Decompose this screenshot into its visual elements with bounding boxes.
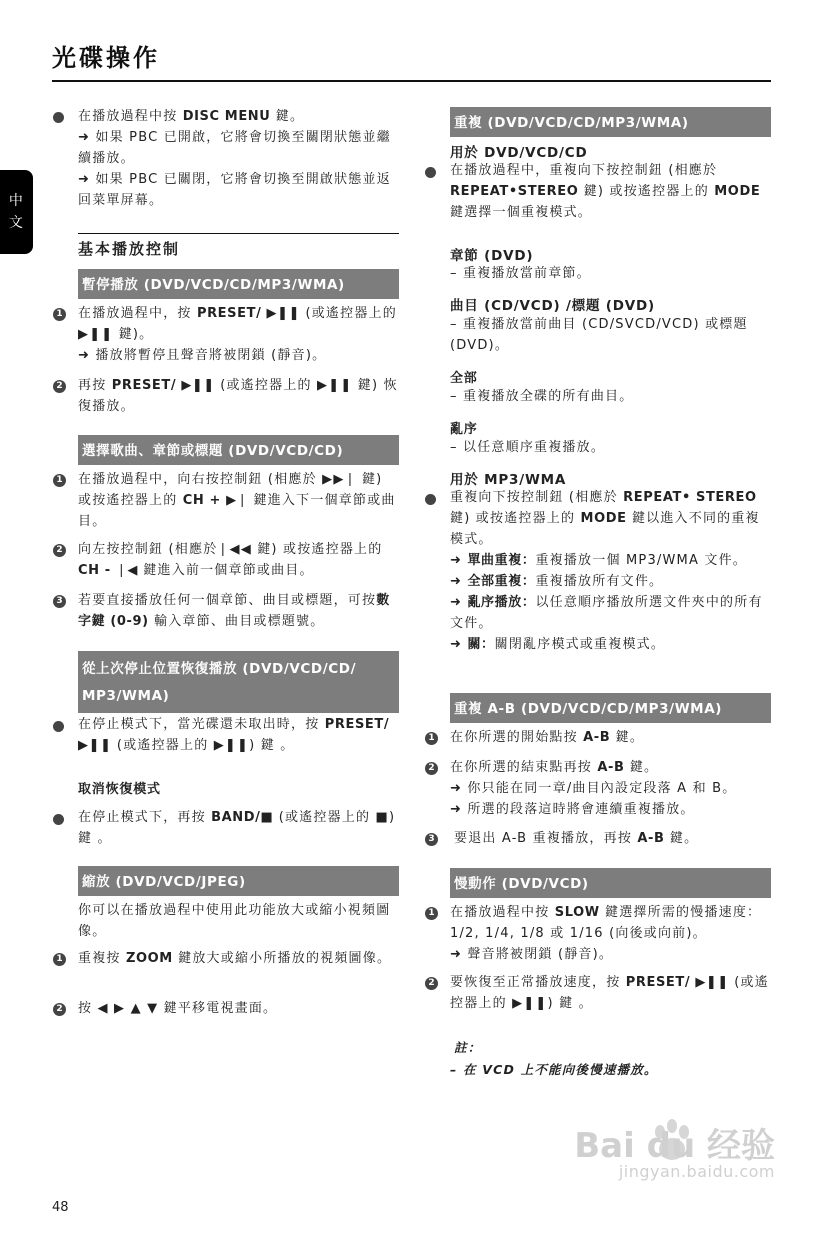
step-3-icon: 3 [425, 833, 438, 846]
step-3-icon: 3 [53, 595, 66, 608]
mode-off: ➜ 關：關閉亂序模式或重複模式。 [450, 637, 666, 652]
step-2-icon: 2 [425, 977, 438, 990]
cancel-resume-instruction: 在停止模式下，再按 BAND/■ (或遙控器上的 ■) 鍵 。 [78, 810, 396, 846]
select-step-1: 在播放過程中，向右按控制鈕 (相應於 ▶▶❘ 鍵) 或按遙控器上的 CH + ▶❘ 鍵進入下一個章節或曲目。 [78, 472, 396, 529]
ab-step-3: 要退出 A-B 重複播放，再按 A-B 鍵。 [454, 831, 699, 846]
side-tab-char-2: 文 [8, 215, 25, 231]
mode-single: ➜ 單曲重複：重複播放一個 MP3/WMA 文件。 [450, 553, 747, 568]
slow-step-1: 在播放過程中按 SLOW 鍵選擇所需的慢播速度：1/2, 1/4, 1/8 或 1/16 (向後或向前)。 ➜ 聲音將被閉鎖 (靜音)。 [450, 905, 762, 962]
disc-menu-instruction: 在播放過程中按 DISC MENU 鍵。 ➜ 如果 PBC 已開啟，它將會切換至關閉狀態並繼續播放。 ➜ 如果 PBC 已關閉，它將會切換至開啟狀態並返回菜單屏幕。 [78, 109, 391, 208]
select-section-bar: 選擇歌曲、章節或標題 (DVD/VCD/CD) [78, 435, 399, 465]
step-2-icon: 2 [53, 380, 66, 393]
section-heading-basic-playback: 基本播放控制 [78, 240, 181, 258]
bullet-icon [425, 167, 436, 178]
repeat-dvd-heading: 用於 DVD/VCD/CD [450, 145, 588, 161]
step-2-icon: 2 [425, 762, 438, 775]
ab-step-2: 在你所選的結束點再按 A-B 鍵。 ➜ 你只能在同一章/曲目內設定段落 A 和 B。 ➜ 所選的段落這時將會連續重複播放。 [450, 760, 737, 817]
pbc-on-note: ➜ 如果 PBC 已開啟，它將會切換至關閉狀態並繼續播放。 [78, 130, 391, 166]
bullet-icon [53, 814, 64, 825]
all-heading: 全部 [450, 371, 478, 386]
step-1-icon: 1 [425, 732, 438, 745]
step-2-icon: 2 [53, 544, 66, 557]
note-text: – 在 VCD 上不能向後慢速播放。 [450, 1062, 658, 1077]
zoom-step-1: 重複按 ZOOM 鍵放大或縮小所播放的視頻圖像。 [78, 951, 392, 966]
page-title: 光碟操作 [52, 44, 160, 72]
select-step-3: 若要直接播放任何一個章節、曲目或標題，可按數字鍵 (0-9) 輸入章節、曲目或標題號。 [78, 593, 390, 629]
slow-section-bar: 慢動作 (DVD/VCD) [450, 868, 771, 898]
resume-instruction: 在停止模式下，當光碟還未取出時，按 PRESET/ ▶❚❚ (或遙控器上的 ▶❚❚) 鍵 。 [78, 717, 390, 753]
bullet-icon [425, 494, 436, 505]
step-2-icon: 2 [53, 1003, 66, 1016]
all-desc: – 重複播放全碟的所有曲目。 [450, 389, 634, 404]
bullet-icon [53, 721, 64, 732]
shuffle-heading: 亂序 [450, 422, 478, 437]
zoom-intro: 你可以在播放過程中使用此功能放大或縮小視頻圖像。 [78, 903, 391, 939]
page-number: 48 [52, 1200, 69, 1215]
repeat-dvd-instruction: 在播放過程中，重複向下按控制鈕 (相應於 REPEAT•STEREO 鍵) 或按遙控器上的 MODE 鍵選擇一個重複模式。 [450, 163, 761, 220]
ab-section-bar: 重複 A-B (DVD/VCD/CD/MP3/WMA) [450, 693, 771, 723]
note-heading: 註： [454, 1040, 482, 1055]
step-1-icon: 1 [53, 953, 66, 966]
title-rule [52, 80, 771, 82]
language-side-tab [0, 170, 33, 254]
side-tab-char-1: 中 [8, 193, 25, 209]
watermark-url: jingyan.baidu.com [618, 1162, 775, 1181]
repeat-mp3-heading: 用於 MP3/WMA [450, 472, 567, 488]
zoom-step-2: 按 ◀ ▶ ▲ ▼ 鍵平移電視畫面。 [78, 1001, 278, 1016]
mode-all: ➜ 全部重複：重複播放所有文件。 [450, 574, 664, 589]
section-rule [78, 233, 399, 234]
zoom-section-bar: 縮放 (DVD/VCD/JPEG) [78, 866, 399, 896]
ab-step-1: 在你所選的開始點按 A-B 鍵。 [450, 730, 645, 745]
repeat-section-bar: 重複 (DVD/VCD/CD/MP3/WMA) [450, 107, 771, 137]
select-step-2: 向左按控制鈕 (相應於❘◀◀ 鍵) 或按遙控器上的 CH - ❘◀ 鍵進入前一個章節或曲目。 [78, 542, 383, 578]
pbc-off-note: ➜ 如果 PBC 已關閉，它將會切換至開啟狀態並返回菜單屏幕。 [78, 172, 391, 208]
shuffle-desc: – 以任意順序重複播放。 [450, 440, 606, 455]
chapter-heading: 章節 (DVD) [450, 248, 534, 264]
step-1-icon: 1 [53, 308, 66, 321]
cancel-resume-heading: 取消恢復模式 [78, 782, 161, 797]
mode-shuffle: ➜ 亂序播放：以任意順序播放所選文件夾中的所有文件。 [450, 595, 763, 631]
step-1-icon: 1 [53, 474, 66, 487]
chapter-desc: – 重複播放當前章節。 [450, 266, 591, 281]
pause-step-1: 在播放過程中，按 PRESET/ ▶❚❚ (或遙控器上的 ▶❚❚ 鍵)。 ➜ 播放將暫停且聲音將被閉鎖 (靜音)。 [78, 306, 397, 363]
repeat-mp3-instruction: 重複向下按控制鈕 (相應於 REPEAT• STEREO 鍵) 或按遙控器上的 MODE 鍵以進入不同的重複模式。 ➜ 單曲重複：重複播放一個 MP3/WMA 文件。 ➜ 全部重複：重複播放所有文件。 ➜ 亂序播放：以任意順序播放所選文件夾中的所有文件。 ➜ 關：關閉亂序模式或重複模式。 [450, 490, 763, 652]
bullet-icon [53, 112, 64, 123]
step-1-icon: 1 [425, 907, 438, 920]
track-desc: – 重複播放當前曲目 (CD/SVCD/VCD) 或標題 (DVD)。 [450, 317, 748, 353]
pause-step-2: 再按 PRESET/ ▶❚❚ (或遙控器上的 ▶❚❚ 鍵) 恢復播放。 [78, 378, 398, 414]
slow-step-2: 要恢復至正常播放速度，按 PRESET/ ▶❚❚ (或遙控器上的 ▶❚❚) 鍵 。 [450, 975, 769, 1011]
pause-section-bar: 暫停播放 (DVD/VCD/CD/MP3/WMA) [78, 269, 399, 299]
resume-section-bar: 從上次停止位置恢復播放 (DVD/VCD/CD/ MP3/WMA) [78, 651, 399, 713]
watermark-brand: Bai du 经验 [574, 1126, 775, 1166]
track-heading: 曲目 (CD/VCD) /標題 (DVD) [450, 298, 655, 314]
